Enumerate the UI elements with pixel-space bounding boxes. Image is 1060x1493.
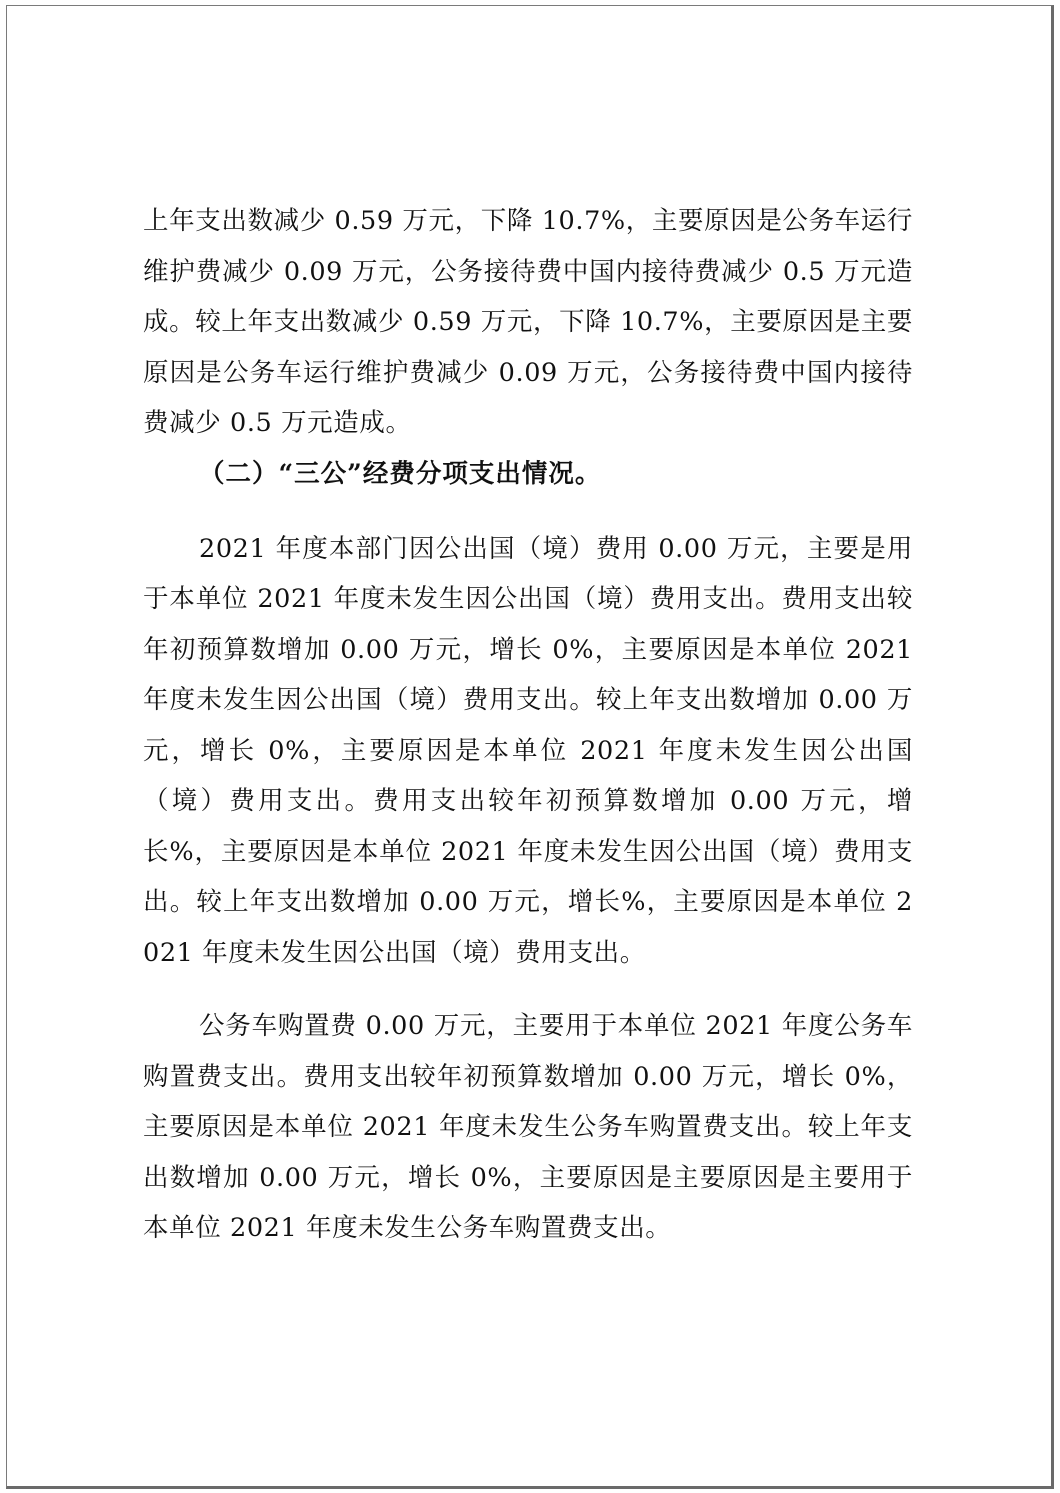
page-content [143,196,913,1254]
paragraph-continued: 上年支出数减少 0.59 万元，下降 10.7%，主要原因是公务车运行维护费减少 0.09 万元，公务接待费中国内接待费减少 0.5 万元造成。较上年支出数减少 0.59 万元，下降 10.7%，主要原因是主要原因是公务车运行维护费减少 0.09 万元，公务接待费中国内接待费减少 0.5 万元造成。 [143,206,913,438]
section-heading: （二）“三公”经费分项支出情况。 [199,458,602,489]
paragraph-vehicle-purchase: 公务车购置费 0.00 万元，主要用于本单位 2021 年度公务车购置费支出。费用支出较年初预算数增加 0.00 万元，增长 0%，主要原因是本单位 2021 年度未发生公务车购置费支出。较上年支出数增加 0.00 万元，增长 0%，主要原因是主要原因是主要用于本单位 2021 年度未发生公务车购置费支出。 [143,1011,913,1243]
paragraph-overseas-travel: 2021 年度本部门因公出国（境）费用 0.00 万元，主要是用于本单位 2021 年度未发生因公出国（境）费用支出。费用支出较年初预算数增加 0.00 万元，增长 0%，主要原因是本单位 2021 年度未发生因公出国（境）费用支出。较上年支出数增加 0.00 万元，增长 0%，主要原因是本单位 2021 年度未发生因公出国（境）费用支出。费用支出较年初预算数增加 0.00 万元，增长%，主要原因是本单位 2021 年度未发生因公出国（境）费用支出。较上年支出数增加 0.00 万元，增长%，主要原因是本单位 2021 年度未发生因公出国（境）费用支出。 [143,533,913,968]
